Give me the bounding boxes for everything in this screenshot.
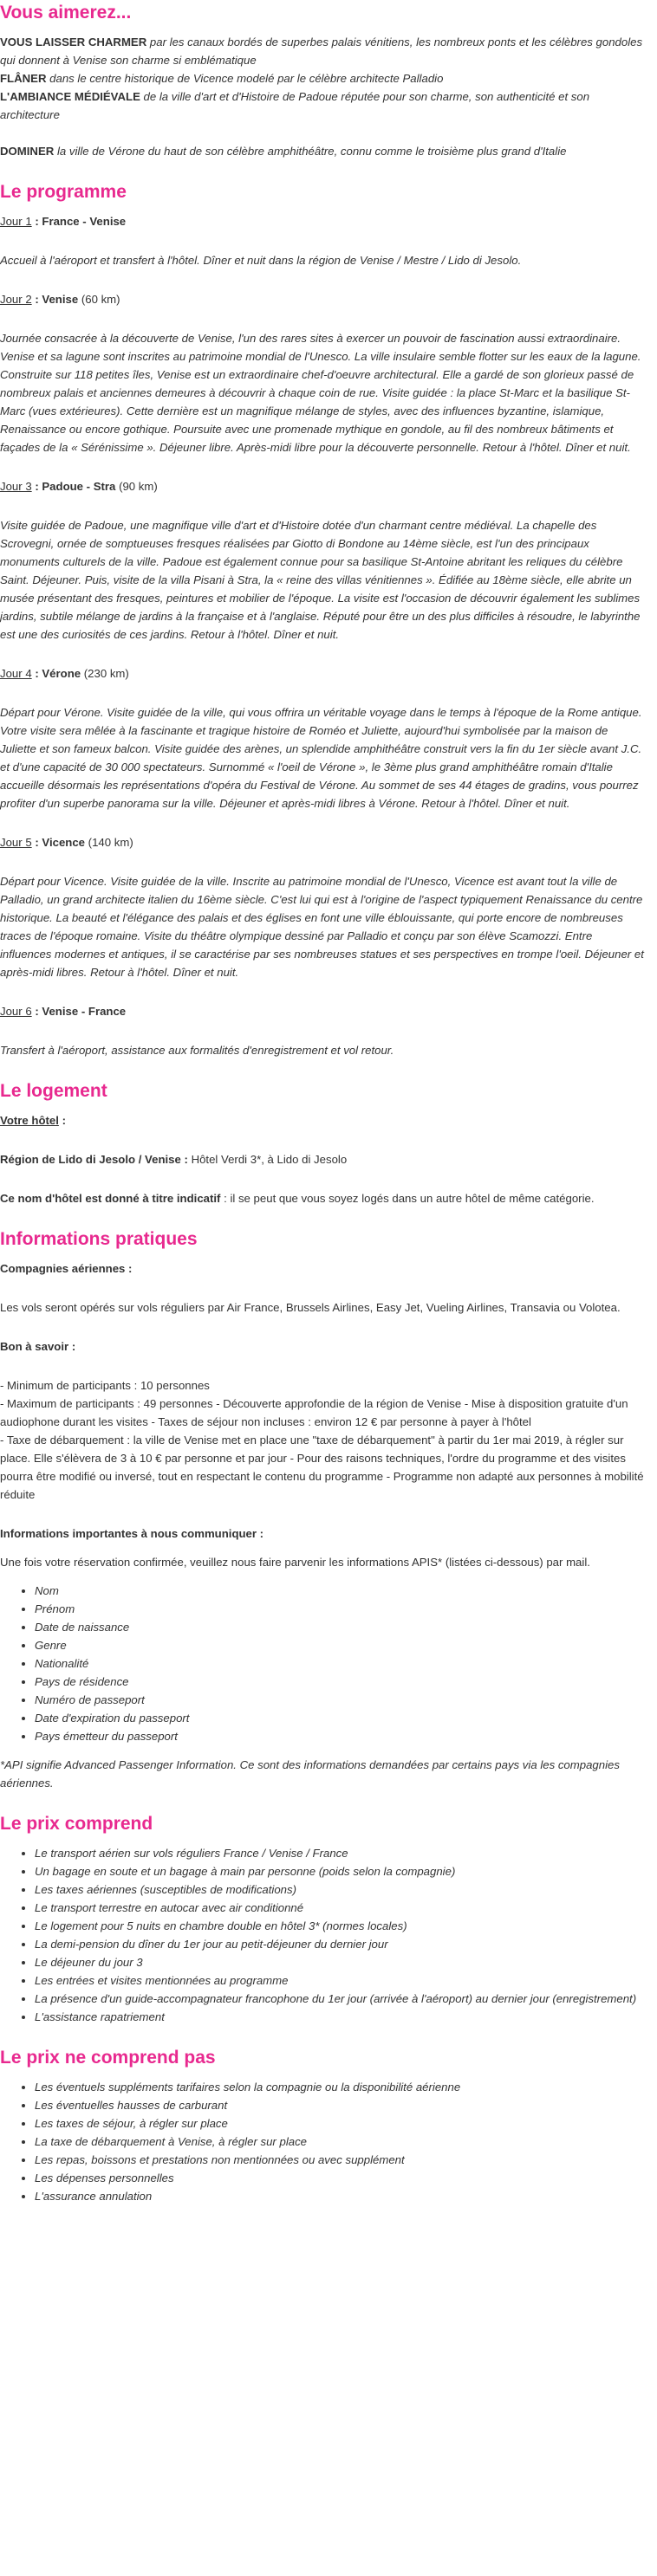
day-separator: : xyxy=(31,1005,42,1018)
ne-comprend-pas-item: • Les repas, boissons et prestations non mentionnées ou avec supplément xyxy=(35,2151,645,2169)
day-title: Padoue - Stra xyxy=(42,480,116,493)
ambiance-text: de la ville d'art et d'Histoire de Padoue réputée pour son charme, son authenticité et son architecture xyxy=(0,90,590,121)
hotel-label: Votre hôtel xyxy=(0,1114,59,1127)
important-label-line xyxy=(0,1524,645,1543)
day-header xyxy=(0,212,645,230)
hotel-label-line xyxy=(0,1111,645,1129)
comprend-item: • Les entrées et visites mentionnées au programme xyxy=(35,1971,645,1990)
apis-list xyxy=(0,1582,645,1745)
ne-comprend-pas-item: • Les éventuels suppléments tarifaires selon la compagnie ou la disponibilité aérienne xyxy=(35,2078,645,2096)
comprend-heading: Le prix comprend xyxy=(0,1814,153,1834)
programme-heading: Le programme xyxy=(0,182,127,202)
apis-item: • Date de naissance xyxy=(35,1618,645,1636)
apis-item: • Date d'expiration du passeport xyxy=(35,1709,645,1727)
pratiques-heading: Informations pratiques xyxy=(0,1229,198,1249)
ne-comprend-pas-heading: Le prix ne comprend pas xyxy=(0,2048,216,2068)
day-separator: : xyxy=(31,667,42,680)
comprend-item: • La demi-pension du dîner du 1er jour au petit-déjeuner du dernier jour xyxy=(35,1935,645,1953)
intro-dominer xyxy=(0,142,645,160)
programme-day xyxy=(0,1002,645,1059)
intro-heading: Vous aimerez... xyxy=(0,3,132,23)
day-separator: : xyxy=(31,480,42,493)
day-label: Jour 1 xyxy=(0,215,32,228)
day-title: France - Venise xyxy=(42,215,127,228)
day-description: Visite guidée de Padoue, une magnifique ville d'art et d'Histoire dotée d'un charmant centre médiéval. La chapelle des Scrovegni, ornée de somptueuses fresques réalisées par Giotto di Bondone au 14ème siècle, est l'un des principaux monuments culturels de la ville. Padoue est également connue pour sa basilique St-Antoine abritant les reliques du célèbre Saint. Déjeuner. Puis, visite de la villa Pisani à Stra, la « reine des villas vénitiennes ». Édifiée au 18ème siècle, elle abrite un musée présentant des fresques, peintures et mobilier de l'époque. La visite est l'occasion de découvrir également les sublimes jardins, subtile mélange de jardins à la française et à l'anglaise. Réputé pour être un des plus difficiles à résoudre, le labyrinthe est une des curiosités de ces jardins. Retour à l'hôtel. Dîner et nuit. xyxy=(0,519,641,641)
ne-comprend-pas-item: • Les taxes de séjour, à régler sur place xyxy=(35,2114,645,2133)
charmer-text: par les canaux bordés de superbes palais vénitiens, les nombreux ponts et les célèbres gondoles qui donnent à Venise son charme si emblématique xyxy=(0,36,643,67)
region-text: Hôtel Verdi 3*, à Lido di Jesolo xyxy=(187,1153,348,1166)
day-label: Jour 4 xyxy=(0,667,32,680)
logement-heading: Le logement xyxy=(0,1081,107,1101)
day-title: Venise xyxy=(42,293,79,306)
day-header xyxy=(0,1002,645,1020)
day-separator: : xyxy=(31,836,42,849)
programme-days xyxy=(0,212,645,1059)
day-description: Départ pour Vérone. Visite guidée de la ville, qui vous offrira un véritable voyage dans le temps à l'époque de la Rome antique. Votre visite sera mêlée à la fascinante et tragique histoire de Roméo et Juliette, aujourd'hui symbolisée par la maison de Juliette et son fameux balcon. Visite guidée des arènes, un splendide amphithéâtre construit vers la fin du 1er siècle avant J.C. et d'une capacité de 30 000 spectateurs. Surnommé « l'oeil de Vérone », le 3ème plus grand amphithéâtre romain d'Italie accueille désormais les représentations d'opéra du Festival de Vérone. Au sommet de ses 44 étages de gradins, vous pourrez profiter d'un superbe panorama sur la ville. Déjeuner et après-midi libres à Vérone. Retour à l'hôtel. Dîner et nuit. xyxy=(0,706,642,810)
programme-day xyxy=(0,664,645,812)
ne-comprend-pas-item: • Les éventuelles hausses de carburant xyxy=(35,2096,645,2114)
hotel-colon: : xyxy=(58,1114,66,1127)
flaner-text: dans le centre historique de Vicence modelé par le célèbre architecte Palladio xyxy=(46,72,444,85)
important-label: Informations importantes à nous communiquer : xyxy=(0,1527,264,1540)
apis-item: • Nom xyxy=(35,1582,645,1600)
pratiques-section xyxy=(0,1228,645,1792)
day-label: Jour 3 xyxy=(0,480,32,493)
apis-item: • Prénom xyxy=(35,1600,645,1618)
apis-item: • Numéro de passeport xyxy=(35,1691,645,1709)
comprend-item: • Les taxes aériennes (susceptibles de modifications) xyxy=(35,1880,645,1899)
programme-day xyxy=(0,212,645,269)
day-description: Transfert à l'aéroport, assistance aux formalités d'enregistrement et vol retour. xyxy=(0,1044,394,1057)
airlines-label: Compagnies aériennes : xyxy=(0,1262,133,1275)
day-title: Venise - France xyxy=(42,1005,127,1018)
day-separator: : xyxy=(31,293,42,306)
apis-item: • Pays émetteur du passeport xyxy=(35,1727,645,1745)
charmer-lead: VOUS LAISSER CHARMER xyxy=(0,36,147,49)
day-separator: : xyxy=(31,215,42,228)
bon-text: - Minimum de participants : 10 personnes - Maximum de participants : 49 personnes - Découverte approfondie de la région de Venise - Mise à disposition gratuite d'un audiophone durant les visites - Taxes de séjour non incluses : environ 12 € par personne à payer à l'hôtel - Taxe de débarquement : la ville de Venise met en place une "taxe de débarquement" à partir du 1er mai 2019, à régler sur place. Elle s'élèvera de 3 à 10 € par personne et par jour - Pour des raisons techniques, l'ordre du programme et des visites pourra être modifié ou inversé, tout en respectant le contenu du programme - Programme non adapté aux personnes à mobilité réduite xyxy=(0,1379,644,1501)
dominer-text: la ville de Vérone du haut de son célèbre amphithéâtre, connu comme le troisième plus grand d'Italie xyxy=(54,145,567,158)
ne-comprend-pas-item: • La taxe de débarquement à Venise, à régler sur place xyxy=(35,2133,645,2151)
important-text: Une fois votre réservation confirmée, veuillez nous faire parvenir les informations APIS* (listées ci-dessous) par mail. xyxy=(0,1556,590,1569)
intro-charmer xyxy=(0,33,645,124)
programme-day xyxy=(0,477,645,644)
comprend-item: • L'assistance rapatriement xyxy=(35,2008,645,2026)
ne-comprend-pas-section xyxy=(0,2047,645,2205)
flaner-lead: FLÂNER xyxy=(0,72,47,85)
page xyxy=(0,2,657,2205)
ne-comprend-pas-list xyxy=(0,2078,645,2205)
apis-item: • Nationalité xyxy=(35,1654,645,1673)
comprend-item: • Le transport aérien sur vols réguliers France / Venise / France xyxy=(35,1844,645,1862)
day-header xyxy=(0,290,645,308)
dominer-lead: DOMINER xyxy=(0,145,55,158)
note-text: : il se peut que vous soyez logés dans un autre hôtel de même catégorie. xyxy=(220,1192,595,1205)
airlines-text: Les vols seront opérés sur vols réguliers par Air France, Brussels Airlines, Easy Jet, Vueling Airlines, Transavia ou Volotea. xyxy=(0,1301,621,1314)
day-distance: (140 km) xyxy=(85,836,133,849)
apis-item: • Pays de résidence xyxy=(35,1673,645,1691)
region-lead: Région de Lido di Jesolo / Venise : xyxy=(0,1153,188,1166)
programme-day xyxy=(0,290,645,456)
day-label: Jour 6 xyxy=(0,1005,32,1018)
day-header xyxy=(0,833,645,851)
day-description: Départ pour Vicence. Visite guidée de la ville. Inscrite au patrimoine mondial de l'Unesco, Vicence est avant tout la ville de Palladio, un grand architecte italien du 16ème siècle. C'est lui qui est à l'origine de l'aspect typiquement Renaissance du centre historique. La beauté et l'élégance des palais et des églises en font une ville éblouissante, qui porte encore de nombreuses traces de l'époque romaine. Visite du théâtre olympique dessiné par Palladio et conçu par son élève Scamozzi. Entre influences modernes et antiques, il se caractérise par ses nombreuses statues et ses perspectives en trompe l'oeil. Déjeuner et après-midi libres. Retour à l'hôtel. Dîner et nuit. xyxy=(0,875,644,979)
day-label: Jour 2 xyxy=(0,293,32,306)
day-title: Vérone xyxy=(42,667,81,680)
intro-section xyxy=(0,2,645,160)
comprend-item: • Le transport terrestre en autocar avec air conditionné xyxy=(35,1899,645,1917)
airlines-label-line xyxy=(0,1259,645,1278)
ambiance-lead: L'AMBIANCE MÉDIÉVALE xyxy=(0,90,140,103)
ne-comprend-pas-item: • L'assurance annulation xyxy=(35,2187,645,2205)
hotel-region xyxy=(0,1150,645,1168)
comprend-section xyxy=(0,1813,645,2026)
day-header xyxy=(0,664,645,683)
day-title: Vicence xyxy=(42,836,86,849)
hotel-note xyxy=(0,1189,645,1207)
bon-label-line xyxy=(0,1337,645,1356)
comprend-item: • Un bagage en soute et un bagage à main par personne (poids selon la compagnie) xyxy=(35,1862,645,1880)
ne-comprend-pas-item: • Les dépenses personnelles xyxy=(35,2169,645,2187)
day-distance: (90 km) xyxy=(115,480,158,493)
apis-note: *API signifie Advanced Passenger Information. Ce sont des informations demandées par certains pays via les compagnies aériennes. xyxy=(0,1758,620,1790)
comprend-list xyxy=(0,1844,645,2026)
day-description: Journée consacrée à la découverte de Venise, l'un des rares sites à exercer un pouvoir de fascination aussi extraordinaire. Venise et sa lagune sont inscrites au patrimoine mondial de l'Unesco. La ville insulaire semble flotter sur les eaux de la lagune. Construite sur 118 petites îles, Venise est un extraordinaire chef-d'oeuvre architectural. Elle a gardé de son glorieux passé de nombreux palais et anciennes demeures à découvrir à chaque coin de rue. Visite guidée : la place St-Marc et la basilique St-Marc (vues extérieures). Cette dernière est un magnifique mélange de styles, avec des influences byzantine, islamique, Renaissance ou encore gothique. Poursuite avec une promenade mythique en gondole, au fil des nombreux bâtiments et façades de la « Sérénissime ». Déjeuner libre. Après-midi libre pour la découverte personnelle. Retour à l'hôtel. Dîner et nuit. xyxy=(0,332,641,454)
comprend-item: • Le logement pour 5 nuits en chambre double en hôtel 3* (normes locales) xyxy=(35,1917,645,1935)
comprend-item: • La présence d'un guide-accompagnateur francophone du 1er jour (arrivée à l'aéroport) au dernier jour (enregistrement) xyxy=(35,1990,645,2008)
apis-item: • Genre xyxy=(35,1636,645,1654)
logement-section xyxy=(0,1080,645,1207)
day-header xyxy=(0,477,645,495)
day-distance: (230 km) xyxy=(81,667,129,680)
day-distance: (60 km) xyxy=(78,293,120,306)
programme-section xyxy=(0,181,645,1059)
comprend-item: • Le déjeuner du jour 3 xyxy=(35,1953,645,1971)
programme-day xyxy=(0,833,645,981)
bon-label: Bon à savoir : xyxy=(0,1340,76,1353)
note-lead: Ce nom d'hôtel est donné à titre indicatif xyxy=(0,1192,221,1205)
day-description: Accueil à l'aéroport et transfert à l'hôtel. Dîner et nuit dans la région de Venise / Mestre / Lido di Jesolo. xyxy=(0,254,522,267)
day-label: Jour 5 xyxy=(0,836,32,849)
